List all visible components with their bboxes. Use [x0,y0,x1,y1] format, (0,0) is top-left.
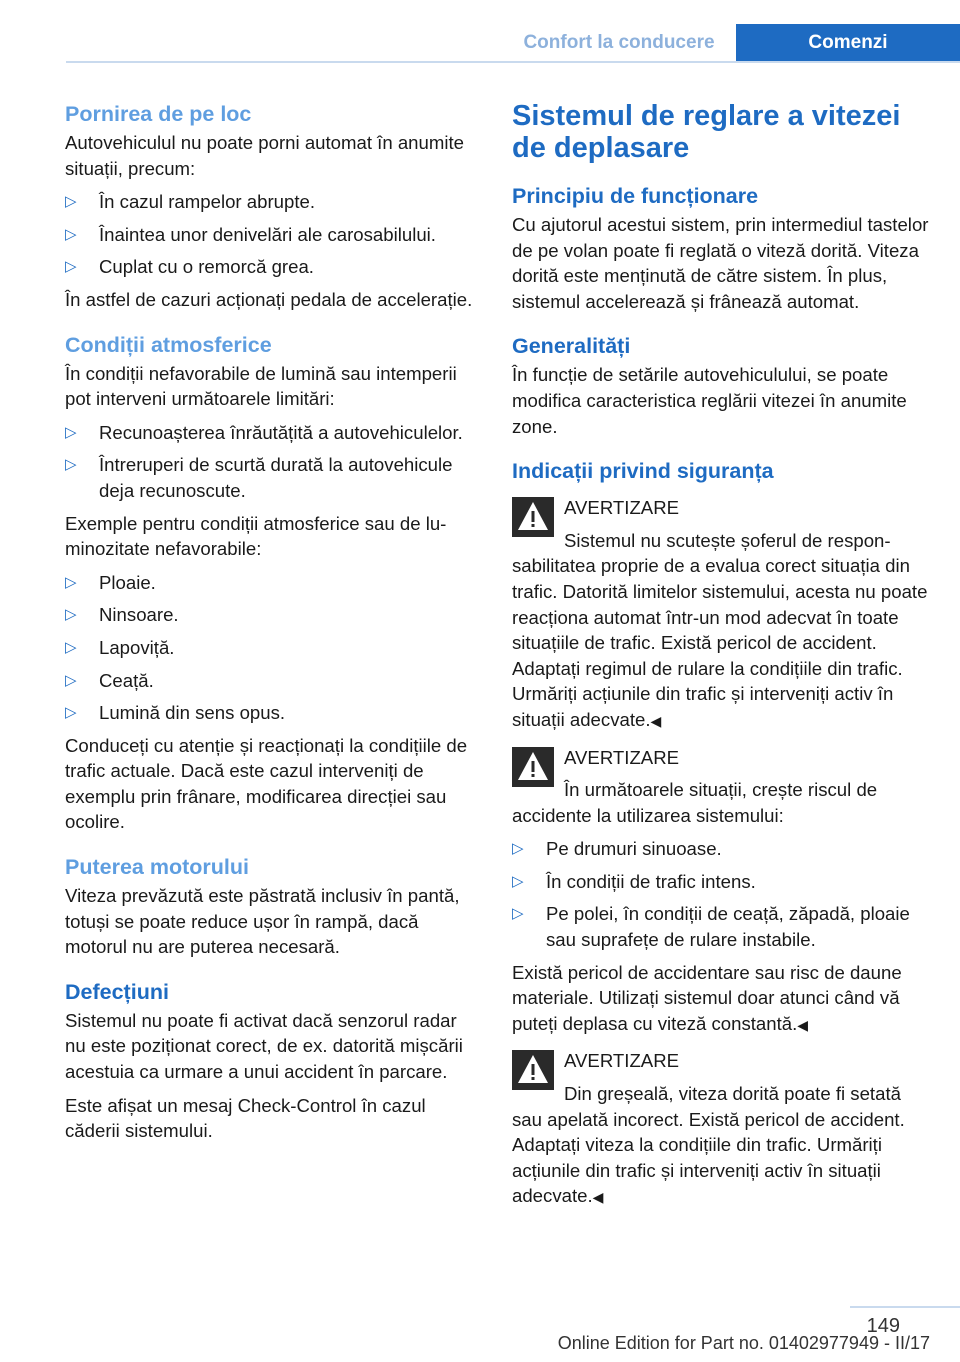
bullet-list [65,420,479,504]
bullet-list [65,570,479,726]
paragraph: Exemple pentru condiții atmosferice sau de luminozitate nefavorabile: [65,512,447,560]
warning-block [512,495,932,734]
list-item: ▷ Ploaie. [65,570,479,596]
end-mark: ◀ [650,712,662,729]
triangle-bullet-icon: ▷ [65,456,77,474]
paragraph: Viteza prevăzută este păstrată inclusiv în pantă, totuși se poate reduce ușor în rampă, dacă motorul nu are puterea necesară. [65,885,460,958]
list-item: ▷ Ninsoare. [65,602,479,628]
list-item: ▷ Pe drumuri sinuoase. [512,836,932,862]
heading-principiu: Principiu de funcționare [512,184,759,208]
paragraph: Cu ajutorul acestui sistem, prin intermediul tastelor de pe volan poate fi reglată o viteză dorită. Viteza dorită este menținută de către sistem. În plus, sistemul accelerează și frânează automat. [512,214,929,312]
warning-triangle-icon [512,1050,554,1090]
right-column [512,100,932,1219]
list-item: ▷ Lapoviță. [65,635,479,661]
triangle-bullet-icon: ▷ [65,573,77,591]
warning-text: Sistemul nu scutește șoferul de responsabilitatea proprie de a evalua corect situația din trafic. Datorită limitelor sistemului, acesta nu poate reacționa automat într-un mod adecvat în toate situațiile de trafic. Există pericol de accident. Adaptați regimul de rulare la condițiile din trafic. Urmăriți acțiunile din trafic și interveniți activ în situații adecvate.◀ [512,529,928,730]
heading-defectiuni: Defecțiuni [65,979,169,1004]
triangle-bullet-icon: ▷ [65,606,77,624]
triangle-bullet-icon: ▷ [65,193,77,211]
paragraph: În condiții nefavorabile de lumină sau intemperii pot interveni următoarele limitări: [65,362,457,410]
end-mark: ◀ [797,1016,809,1033]
edition-note: Online Edition for Part no. 01402977949 - II/17 [557,1333,930,1353]
page-number: 149 [866,1315,900,1337]
warning-text: Există pericol de accidentare sau risc de daune materiale. Utilizați sistemul doar atunci când vă puteți deplasa cu viteză constantă.◀ [512,961,902,1034]
heading-conditii-atmosferice: Condiții atmosferice [65,332,272,357]
footer-divider [850,1306,960,1308]
list-item: ▷ În condiții de trafic intens. [512,869,932,895]
triangle-bullet-icon: ▷ [512,872,524,890]
triangle-bullet-icon: ▷ [512,840,524,858]
section-title: Sistemul de reglare a vitezei de deplasare [512,100,901,164]
warning-heading: AVERTIZARE [564,1050,680,1072]
paragraph: Sistemul nu poate fi activat dacă senzorul radar nu este poziționat corect, de ex. datorită mișcării acestuia ca urmare a unui accident în parcare. [65,1009,463,1083]
heading-pornirea: Pornirea de pe loc [65,102,252,126]
left-column [65,100,479,1152]
bullet-list [65,189,479,280]
header-divider [66,61,960,63]
paragraph: Autovehiculul nu poate porni automat în anumite situații, precum: [65,132,464,179]
header-section-title: Confort la conducere [523,31,715,53]
triangle-bullet-icon: ▷ [65,704,77,722]
list-item: ▷ Recunoașterea înrăutățită a autovehiculelor. [65,420,479,446]
list-item: ▷ Pe polei, în condiții de ceață, zăpadă, ploaie sau suprafețe de rulare instabile. [512,903,910,951]
list-item: ▷ Ceață. [65,668,479,694]
heading-indicatii-siguranta: Indicații privind siguranța [512,459,774,484]
paragraph: Conduceți cu atenție și reacționați la condițiile de trafic actuale. Dacă este cazul interveniți de exemplu prin frânare, modificarea direcției sau ocolire. [65,734,468,833]
triangle-bullet-icon: ▷ [65,258,77,276]
list-item: ▷ În cazul rampelor abrupte. [65,189,479,215]
warning-block [512,1048,932,1211]
warning-heading: AVERTIZARE [564,746,680,768]
heading-puterea-motorului: Puterea motorului [65,855,249,880]
warning-heading: AVERTIZARE [564,497,680,519]
heading-generalitati: Generalități [512,334,631,359]
triangle-bullet-icon: ▷ [65,225,77,243]
end-mark: ◀ [592,1189,604,1206]
paragraph: În astfel de cazuri acționați pedala de accelerație. [65,288,473,310]
bullet-list [512,836,932,952]
paragraph: Este afișat un mesaj Check-Control în cazul căderii sistemului. [65,1094,426,1142]
warning-triangle-icon [512,497,554,537]
triangle-bullet-icon: ▷ [65,638,77,656]
header-chapter-tab: Comenzi [736,24,960,61]
warning-triangle-icon [512,747,554,787]
list-item: ▷ Înaintea unor denivelări ale carosabilului. [65,222,479,248]
warning-text: Din greșeală, viteza dorită poate fi setată sau apelată incorect. Există pericol de accident. Adaptați viteza la condițiile din trafic. Urmăriți acțiunile din trafic și interveniți activ în situații adecvate.◀ [512,1083,905,1207]
warning-text: În următoarele situații, crește riscul de accidente la utilizarea sistemului: [512,779,878,826]
triangle-bullet-icon: ▷ [512,905,524,923]
warning-block [512,745,932,1039]
triangle-bullet-icon: ▷ [65,671,77,689]
list-item: ▷ Cuplat cu o remorcă grea. [65,254,479,280]
list-item: ▷ Întreruperi de scurtă durată la autovehicule deja recunoscute. [65,454,453,501]
paragraph: În funcție de setările autovehiculului, se poate modifica caracteristica reglării vitezei în anumite zone. [512,364,907,437]
triangle-bullet-icon: ▷ [65,423,77,441]
list-item: ▷ Lumină din sens opus. [65,700,479,726]
